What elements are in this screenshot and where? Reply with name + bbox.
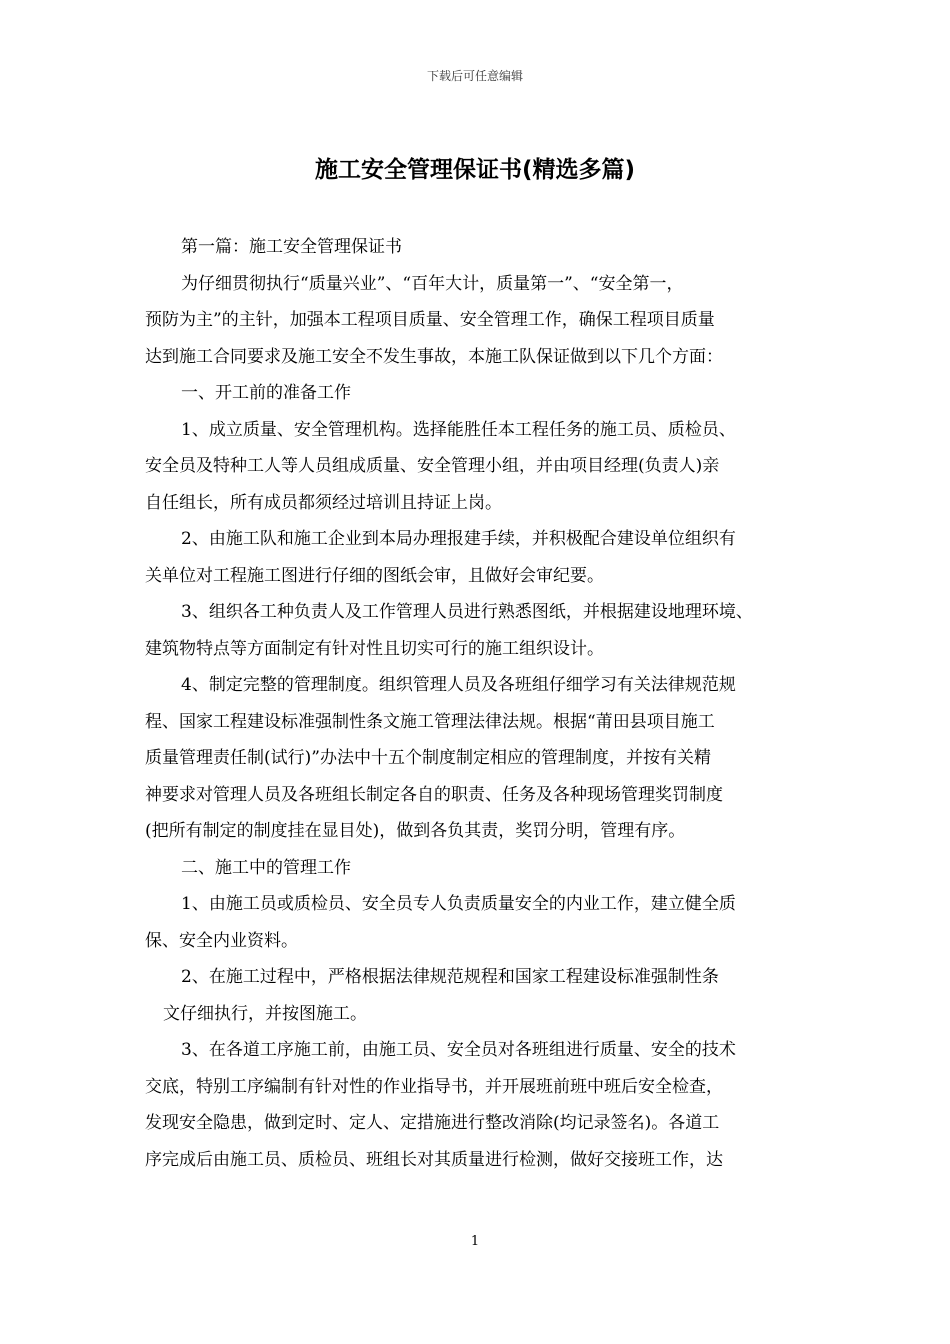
subsection-heading: 一、开工前的准备工作 [181,383,351,403]
paragraph-line: 3、组织各工种负责人及工作管理人员进行熟悉图纸，并根据建设地理环境、 [181,602,753,622]
paragraph-line: 发现安全隐患，做到定时、定人、定措施进行整改消除(均记录签名)。各道工 [145,1113,720,1133]
paragraph-line: 为仔细贯彻执行“质量兴业”、“百年大计，质量第一”、“安全第一， [181,273,684,294]
paragraph-line: 自任组长，所有成员都须经过培训且持证上岗。 [145,492,502,513]
paragraph-line: 2、在施工过程中，严格根据法律规范规程和国家工程建设标准强制性条 [181,967,719,987]
paragraph-line: 1、成立质量、安全管理机构。选择能胜任本工程任务的施工员、质检员、 [181,419,736,440]
paragraph-line: 序完成后由施工员、质检员、班组长对其质量进行检测，做好交接班工作，达 [145,1149,723,1170]
paragraph-line: 1、由施工员或质检员、安全员专人负责质量安全的内业工作，建立健全质 [181,894,736,914]
paragraph-line: 安全员及特种工人等人员组成质量、安全管理小组，并由项目经理(负责人)亲 [145,456,720,476]
document-body [145,229,817,1178]
paragraph-line: 保、安全内业资料。 [145,930,298,951]
page-number: 1 [470,1234,480,1249]
paragraph-line: 预防为主”的主针，加强本工程项目质量、安全管理工作，确保工程项目质量 [145,310,715,330]
paragraph-line: 4、制定完整的管理制度。组织管理人员及各班组仔细学习有关法律规范规 [181,675,736,695]
paragraph-line: 3、在各道工序施工前，由施工员、安全员对各班组进行质量、安全的技术 [181,1040,736,1060]
paragraph-line: 建筑物特点等方面制定有针对性且切实可行的施工组织设计。 [145,638,604,659]
section-heading: 第一篇：施工安全管理保证书 [181,237,402,257]
paragraph-line: 程、国家工程建设标准强制性条文施工管理法律法规。根据“莆田县项目施工 [145,711,715,732]
paragraph-line: 神要求对管理人员及各班组长制定各自的职责、任务及各种现场管理奖罚制度 [145,784,723,805]
paragraph-line: 交底，特别工序编制有针对性的作业指导书，并开展班前班中班后安全检查， [145,1076,723,1097]
paragraph-line: (把所有制定的制度挂在显目处)，做到各负其责，奖罚分明，管理有序。 [145,821,686,841]
header-note: 下载后可任意编辑 [426,69,523,83]
paragraph-line: 质量管理责任制(试行)”办法中十五个制度制定相应的管理制度，并按有关精 [145,748,711,768]
document-title: 施工安全管理保证书(精选多篇) [314,157,636,183]
paragraph-line: 2、由施工队和施工企业到本局办理报建手续，并积极配合建设单位组织有 [181,529,736,549]
subsection-heading: 二、施工中的管理工作 [181,857,351,878]
paragraph-line: 达到施工合同要求及施工安全不发生事故，本施工队保证做到以下几个方面： [145,346,723,367]
paragraph-line: 文仔细执行，并按图施工。 [163,1003,367,1024]
paragraph-line: 关单位对工程施工图进行仔细的图纸会审，且做好会审纪要。 [145,565,604,586]
